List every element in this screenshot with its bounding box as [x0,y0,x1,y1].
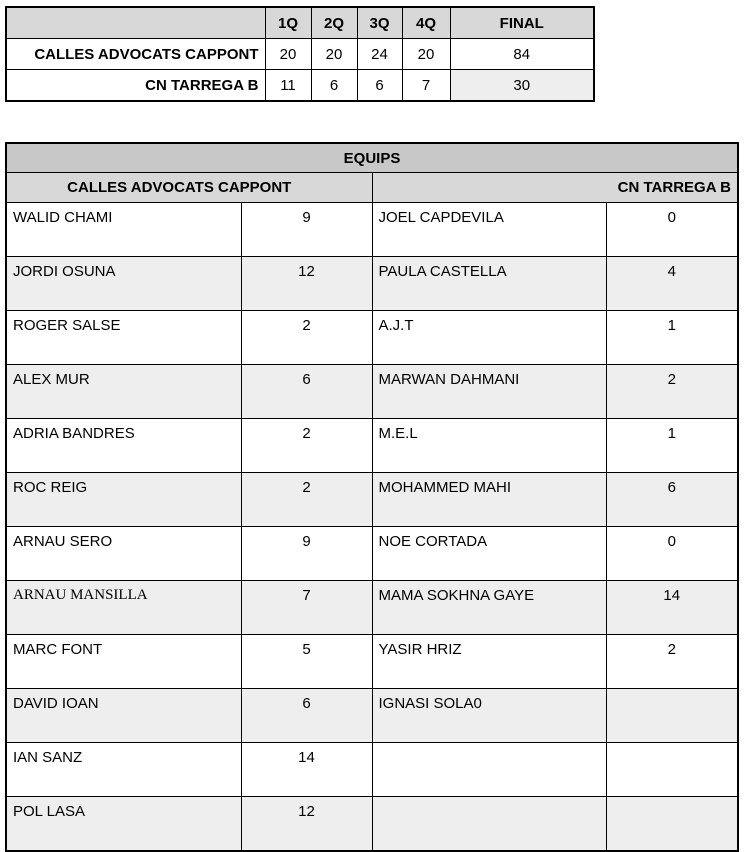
home-player-name: ALEX MUR [6,365,241,419]
away-player-points: 2 [606,635,738,689]
away-player-name [372,743,606,797]
score-row-home [6,39,594,70]
away-player-name: IGNASI SOLA0 [372,689,606,743]
away-player-name: A.J.T [372,311,606,365]
player-row [6,797,738,852]
away-player-points: 14 [606,581,738,635]
home-player-points: 14 [241,743,372,797]
away-player-points: 0 [606,527,738,581]
home-player-name: ROGER SALSE [6,311,241,365]
player-row [6,635,738,689]
quarter-score: 11 [265,70,311,102]
final-score: 30 [450,70,594,102]
home-player-points: 9 [241,203,372,257]
away-team-name: CN TARREGA B [372,173,738,203]
home-player-points: 6 [241,365,372,419]
equips-title: EQUIPS [6,143,738,173]
away-player-name: M.E.L [372,419,606,473]
score-table [5,6,595,102]
away-player-name: NOE CORTADA [372,527,606,581]
home-player-points: 12 [241,257,372,311]
away-player-name: PAULA CASTELLA [372,257,606,311]
home-player-name: DAVID IOAN [6,689,241,743]
score-header-corner [6,7,265,39]
player-row [6,311,738,365]
away-player-points: 2 [606,365,738,419]
away-player-points [606,743,738,797]
quarter-score: 6 [357,70,402,102]
quarter-header-3: 3Q [357,7,402,39]
away-player-points: 1 [606,419,738,473]
away-player-name: MARWAN DAHMANI [372,365,606,419]
quarter-score: 6 [311,70,357,102]
player-row [6,527,738,581]
quarter-score: 20 [402,39,450,70]
away-player-points: 6 [606,473,738,527]
home-player-name: WALID CHAMI [6,203,241,257]
away-player-points: 0 [606,203,738,257]
quarter-score: 7 [402,70,450,102]
player-row [6,419,738,473]
final-score: 84 [450,39,594,70]
player-row [6,203,738,257]
player-row [6,365,738,419]
home-player-name: ADRIA BANDRES [6,419,241,473]
away-player-points: 4 [606,257,738,311]
home-player-points: 5 [241,635,372,689]
player-row [6,581,738,635]
player-row [6,689,738,743]
score-team-name: CN TARREGA B [6,70,265,102]
away-player-name: YASIR HRIZ [372,635,606,689]
away-player-name: MAMA SOKHNA GAYE [372,581,606,635]
home-player-name: ROC REIG [6,473,241,527]
home-player-name: ARNAU MANSILLA [6,581,241,635]
home-player-name: ARNAU SERO [6,527,241,581]
quarter-score: 20 [311,39,357,70]
team-names-row [6,173,738,203]
player-row [6,257,738,311]
equips-header-row [6,143,738,173]
away-player-points: 1 [606,311,738,365]
quarter-header-4: 4Q [402,7,450,39]
score-row-away [6,70,594,102]
home-player-name: IAN SANZ [6,743,241,797]
home-team-name: CALLES ADVOCATS CAPPONT [6,173,372,203]
player-row [6,743,738,797]
players-table [5,142,739,852]
score-header-row [6,7,594,39]
quarter-score: 24 [357,39,402,70]
home-player-points: 2 [241,473,372,527]
home-player-points: 2 [241,419,372,473]
home-player-points: 7 [241,581,372,635]
away-player-name: MOHAMMED MAHI [372,473,606,527]
player-row [6,473,738,527]
quarter-header-2: 2Q [311,7,357,39]
home-player-name: MARC FONT [6,635,241,689]
score-team-name: CALLES ADVOCATS CAPPONT [6,39,265,70]
quarter-header-1: 1Q [265,7,311,39]
away-player-name: JOEL CAPDEVILA [372,203,606,257]
home-player-name: POL LASA [6,797,241,852]
home-player-points: 2 [241,311,372,365]
home-player-points: 6 [241,689,372,743]
home-player-points: 12 [241,797,372,852]
away-player-points [606,689,738,743]
away-player-points [606,797,738,852]
home-player-points: 9 [241,527,372,581]
final-header: FINAL [450,7,594,39]
away-player-name [372,797,606,852]
home-player-name: JORDI OSUNA [6,257,241,311]
quarter-score: 20 [265,39,311,70]
